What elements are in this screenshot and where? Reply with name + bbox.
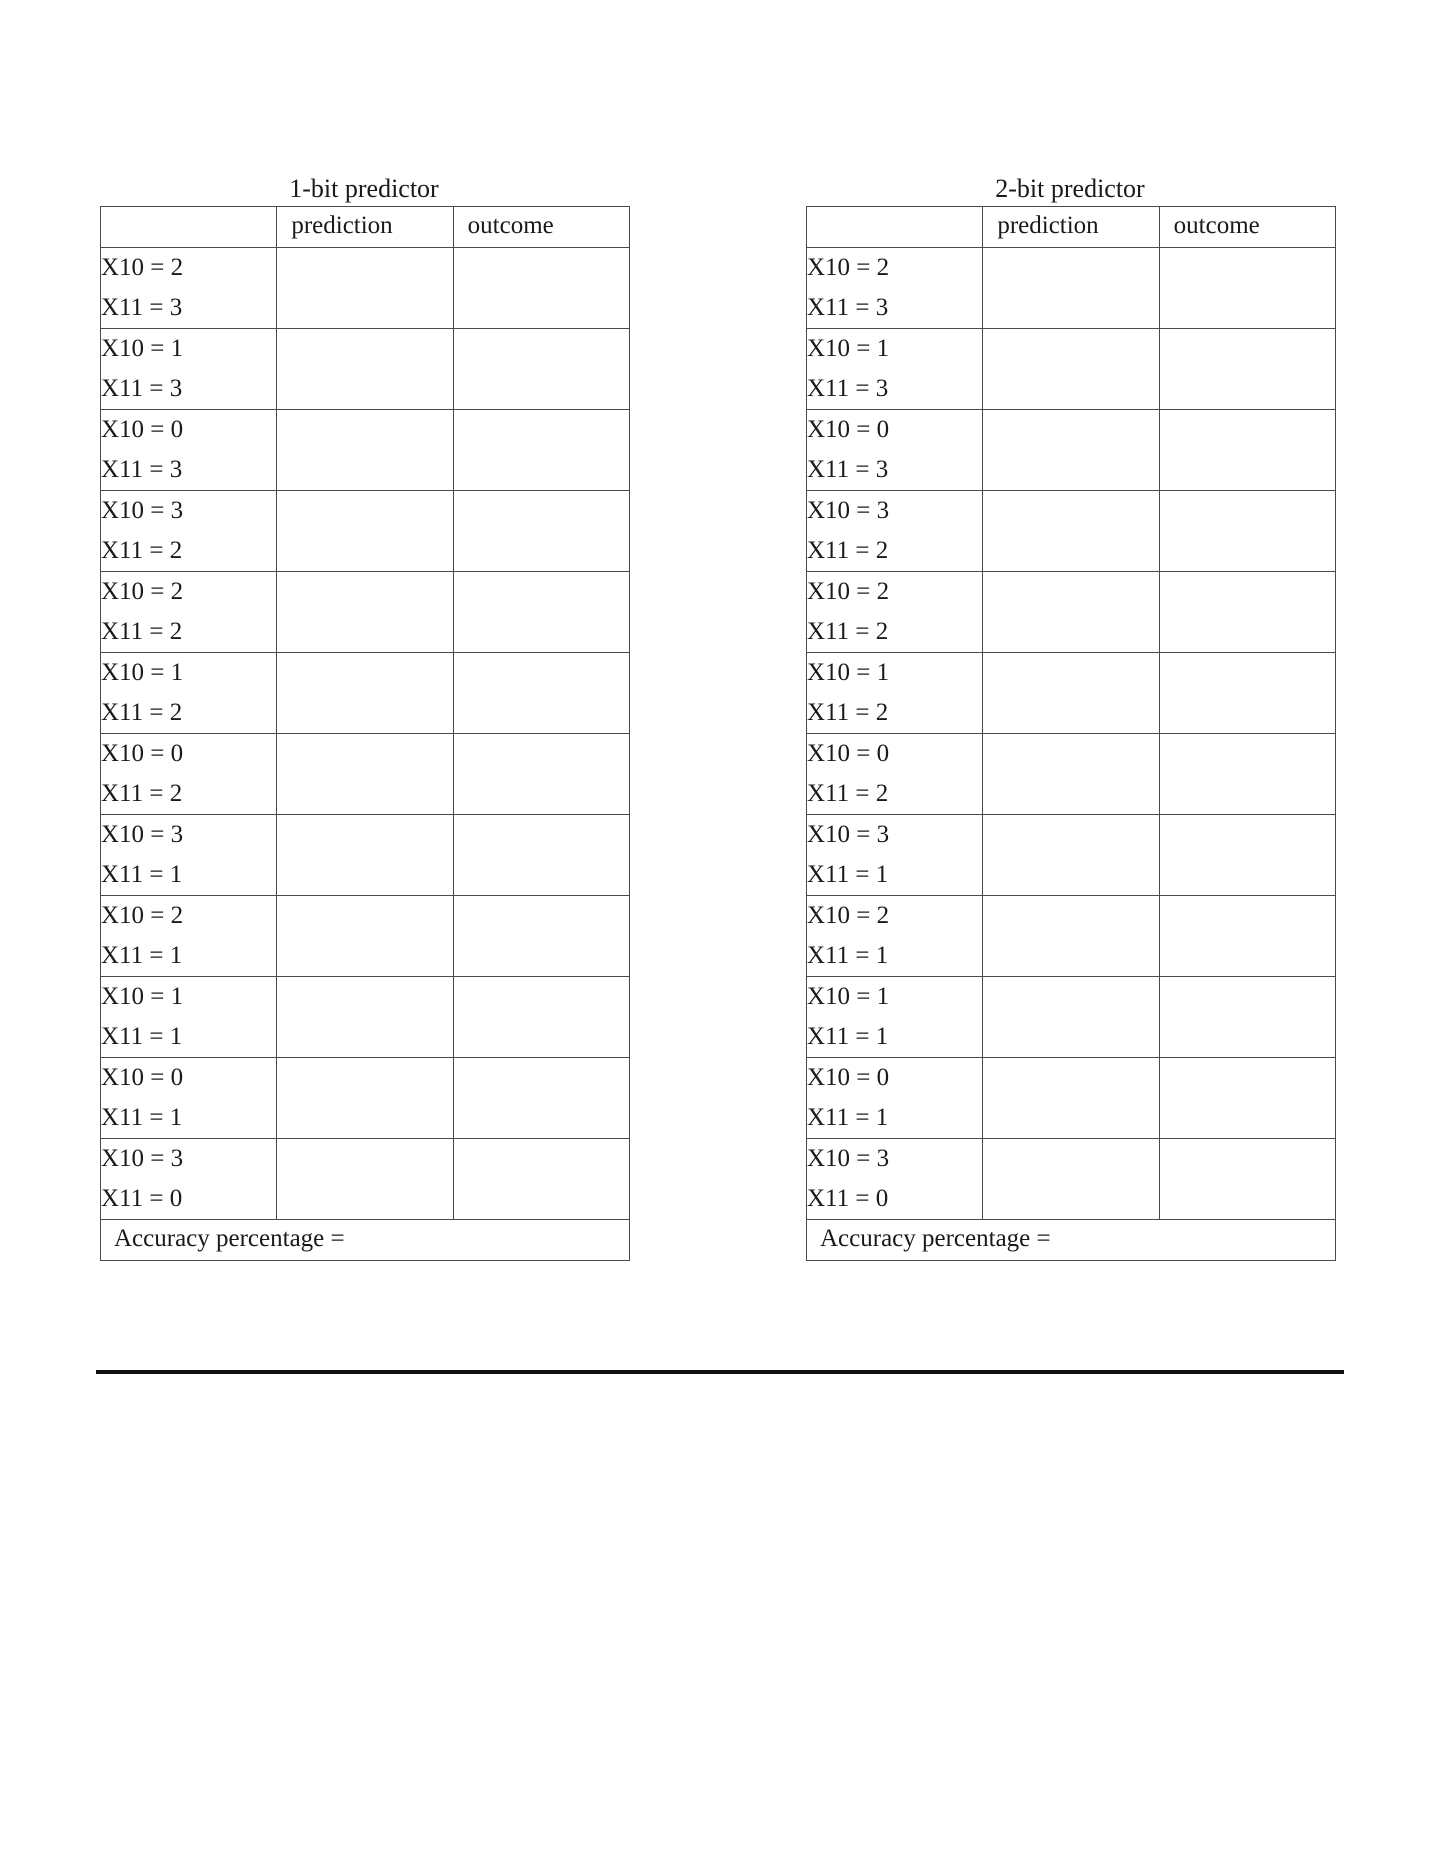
outcome-cell[interactable] [453, 1139, 629, 1220]
x10-value: X10 = 1 [807, 983, 890, 1010]
condition-cell [101, 248, 277, 329]
condition-cell [807, 653, 983, 734]
x11-value: X11 = 1 [807, 942, 889, 969]
prediction-cell[interactable] [277, 815, 453, 896]
x11-value: X11 = 3 [807, 375, 889, 402]
prediction-cell[interactable] [983, 572, 1159, 653]
outcome-cell[interactable] [453, 1058, 629, 1139]
accuracy-label: Accuracy percentage = [101, 1220, 630, 1261]
accuracy-label: Accuracy percentage = [807, 1220, 1336, 1261]
condition-cell [807, 815, 983, 896]
x11-value: X11 = 1 [101, 861, 183, 888]
x10-value: X10 = 2 [101, 902, 184, 929]
x10-value: X10 = 3 [807, 497, 890, 524]
x10-value: X10 = 2 [807, 578, 890, 605]
condition-cell [101, 734, 277, 815]
condition-cell [101, 653, 277, 734]
x11-value: X11 = 3 [101, 456, 183, 483]
x10-value: X10 = 3 [101, 1145, 184, 1172]
x11-value: X11 = 0 [101, 1185, 183, 1212]
prediction-cell[interactable] [983, 329, 1159, 410]
x10-value: X10 = 1 [101, 659, 184, 686]
header-row [807, 207, 1336, 248]
header-blank-cell [101, 207, 277, 248]
x10-value: X10 = 3 [101, 821, 184, 848]
x10-value: X10 = 0 [101, 416, 184, 443]
outcome-cell[interactable] [453, 329, 629, 410]
x11-value: X11 = 1 [101, 942, 183, 969]
table-row [807, 491, 1336, 572]
table-row [807, 815, 1336, 896]
condition-cell [101, 1139, 277, 1220]
table-row [101, 1139, 630, 1220]
outcome-cell[interactable] [1159, 1139, 1335, 1220]
prediction-table [806, 206, 1336, 1261]
outcome-cell[interactable] [453, 248, 629, 329]
x11-value: X11 = 1 [807, 1023, 889, 1050]
prediction-cell[interactable] [277, 329, 453, 410]
condition-cell [807, 410, 983, 491]
header-blank-cell [807, 207, 983, 248]
outcome-cell[interactable] [453, 491, 629, 572]
x11-value: X11 = 3 [807, 294, 889, 321]
outcome-cell[interactable] [1159, 572, 1335, 653]
x11-value: X11 = 1 [101, 1104, 183, 1131]
prediction-cell[interactable] [277, 248, 453, 329]
prediction-table [100, 206, 630, 1261]
table-row [807, 653, 1336, 734]
header-row [101, 207, 630, 248]
table-row [101, 248, 630, 329]
predictor-panel-1bit [100, 172, 630, 1261]
x10-value: X10 = 3 [807, 1145, 890, 1172]
outcome-cell[interactable] [1159, 491, 1335, 572]
prediction-cell[interactable] [277, 896, 453, 977]
x10-value: X10 = 1 [101, 983, 184, 1010]
condition-cell [101, 977, 277, 1058]
table-row [807, 896, 1336, 977]
x10-value: X10 = 0 [807, 416, 890, 443]
x11-value: X11 = 3 [101, 375, 183, 402]
x10-value: X10 = 2 [101, 578, 184, 605]
panel-title: 2-bit predictor [995, 174, 1145, 203]
condition-cell [807, 1139, 983, 1220]
x11-value: X11 = 2 [807, 537, 889, 564]
table-row [101, 410, 630, 491]
condition-cell [101, 329, 277, 410]
condition-cell [807, 329, 983, 410]
prediction-cell[interactable] [277, 1058, 453, 1139]
outcome-cell[interactable] [453, 815, 629, 896]
x10-value: X10 = 1 [807, 659, 890, 686]
prediction-cell[interactable] [983, 410, 1159, 491]
condition-cell [807, 896, 983, 977]
outcome-cell[interactable] [453, 653, 629, 734]
table-row [101, 491, 630, 572]
outcome-cell[interactable] [453, 410, 629, 491]
table-row [807, 977, 1336, 1058]
x11-value: X11 = 2 [101, 537, 183, 564]
table-row [807, 734, 1336, 815]
prediction-cell[interactable] [983, 1058, 1159, 1139]
x10-value: X10 = 2 [807, 254, 890, 281]
x10-value: X10 = 1 [807, 335, 890, 362]
x11-value: X11 = 1 [101, 1023, 183, 1050]
outcome-cell[interactable] [1159, 248, 1335, 329]
accuracy-row [807, 1220, 1336, 1261]
table-row [807, 1058, 1336, 1139]
outcome-cell[interactable] [1159, 410, 1335, 491]
x10-value: X10 = 3 [807, 821, 890, 848]
x11-value: X11 = 2 [101, 618, 183, 645]
prediction-cell[interactable] [983, 1139, 1159, 1220]
outcome-cell[interactable] [453, 977, 629, 1058]
table-row [807, 572, 1336, 653]
prediction-cell[interactable] [983, 815, 1159, 896]
prediction-cell[interactable] [277, 1139, 453, 1220]
x10-value: X10 = 1 [101, 335, 184, 362]
x11-value: X11 = 1 [807, 1104, 889, 1131]
horizontal-divider [96, 1370, 1344, 1374]
prediction-cell[interactable] [277, 410, 453, 491]
table-row [101, 329, 630, 410]
condition-cell [101, 410, 277, 491]
prediction-cell[interactable] [983, 896, 1159, 977]
condition-cell [807, 977, 983, 1058]
condition-cell [807, 572, 983, 653]
x11-value: X11 = 2 [807, 780, 889, 807]
prediction-cell[interactable] [983, 653, 1159, 734]
x10-value: X10 = 0 [101, 1064, 184, 1091]
outcome-cell[interactable] [453, 572, 629, 653]
x10-value: X10 = 0 [807, 740, 890, 767]
condition-cell [807, 734, 983, 815]
condition-cell [807, 248, 983, 329]
prediction-cell[interactable] [983, 248, 1159, 329]
prediction-cell[interactable] [277, 977, 453, 1058]
condition-cell [807, 491, 983, 572]
prediction-cell[interactable] [277, 491, 453, 572]
x10-value: X10 = 0 [807, 1064, 890, 1091]
prediction-cell[interactable] [277, 734, 453, 815]
x11-value: X11 = 2 [807, 699, 889, 726]
header-outcome: outcome [1159, 207, 1335, 248]
x11-value: X11 = 3 [807, 456, 889, 483]
prediction-cell[interactable] [277, 653, 453, 734]
x11-value: X11 = 2 [101, 699, 183, 726]
x10-value: X10 = 2 [101, 254, 184, 281]
condition-cell [807, 1058, 983, 1139]
x11-value: X11 = 3 [101, 294, 183, 321]
table-row [101, 653, 630, 734]
x11-value: X11 = 1 [807, 861, 889, 888]
predictor-panel-2bit [806, 172, 1336, 1261]
outcome-cell[interactable] [1159, 977, 1335, 1058]
outcome-cell[interactable] [1159, 329, 1335, 410]
header-prediction: prediction [983, 207, 1159, 248]
outcome-cell[interactable] [1159, 653, 1335, 734]
x11-value: X11 = 2 [101, 780, 183, 807]
table-row [101, 977, 630, 1058]
table-row [101, 572, 630, 653]
x10-value: X10 = 3 [101, 497, 184, 524]
condition-cell [101, 1058, 277, 1139]
outcome-cell[interactable] [1159, 815, 1335, 896]
table-body [807, 207, 1336, 1261]
table-row [807, 1139, 1336, 1220]
accuracy-row [101, 1220, 630, 1261]
header-prediction: prediction [277, 207, 453, 248]
table-body [101, 207, 630, 1261]
condition-cell [101, 491, 277, 572]
outcome-cell[interactable] [1159, 734, 1335, 815]
x11-value: X11 = 2 [807, 618, 889, 645]
table-row [807, 410, 1336, 491]
prediction-cell[interactable] [983, 491, 1159, 572]
x10-value: X10 = 0 [101, 740, 184, 767]
header-outcome: outcome [453, 207, 629, 248]
outcome-cell[interactable] [1159, 1058, 1335, 1139]
condition-cell [101, 896, 277, 977]
x10-value: X10 = 2 [807, 902, 890, 929]
condition-cell [101, 815, 277, 896]
prediction-cell[interactable] [983, 734, 1159, 815]
outcome-cell[interactable] [1159, 896, 1335, 977]
prediction-cell[interactable] [983, 977, 1159, 1058]
outcome-cell[interactable] [453, 896, 629, 977]
table-row [101, 815, 630, 896]
table-row [101, 896, 630, 977]
panel-title: 1-bit predictor [289, 174, 439, 203]
table-row [101, 734, 630, 815]
x11-value: X11 = 0 [807, 1185, 889, 1212]
prediction-cell[interactable] [277, 572, 453, 653]
table-row [101, 1058, 630, 1139]
outcome-cell[interactable] [453, 734, 629, 815]
table-row [807, 329, 1336, 410]
condition-cell [101, 572, 277, 653]
table-row [807, 248, 1336, 329]
